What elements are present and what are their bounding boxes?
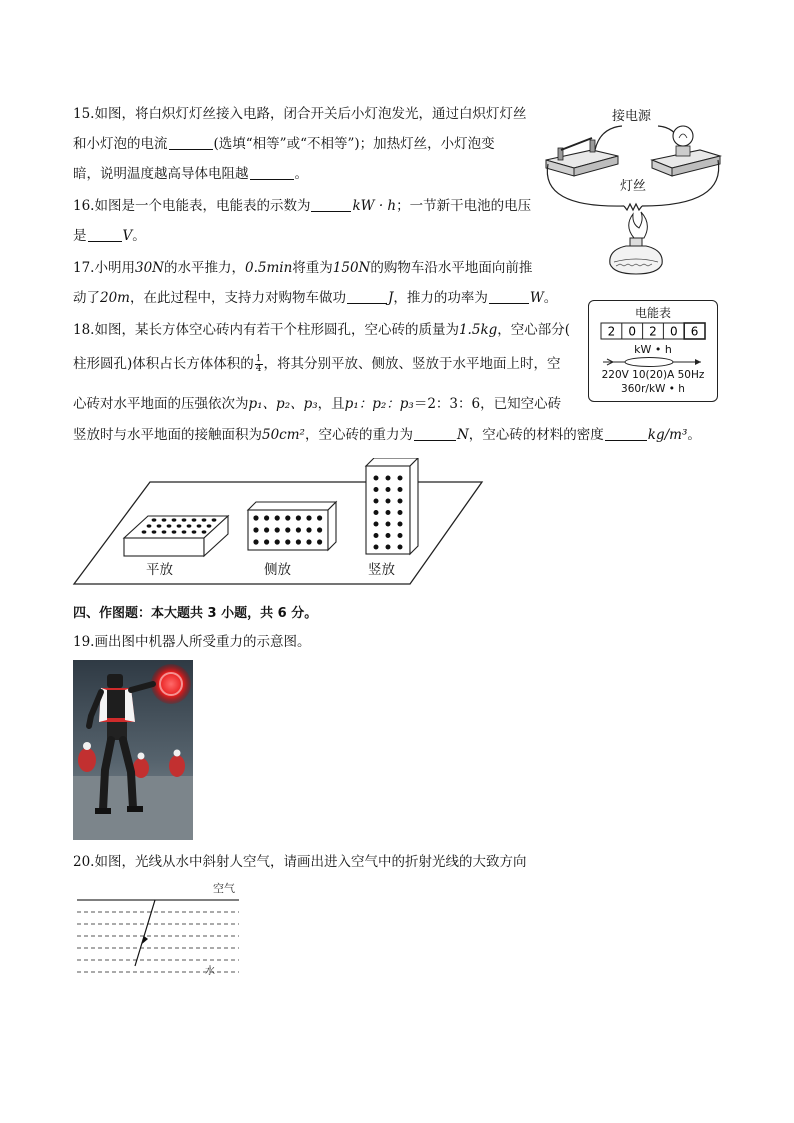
- brick-hole: [275, 527, 280, 532]
- brick-hole: [152, 530, 157, 533]
- brick-side: [248, 502, 336, 550]
- q16-answer-blank-2[interactable]: [88, 227, 122, 242]
- q15-answer-blank-1[interactable]: [169, 135, 213, 150]
- meter-digit: 0: [669, 324, 678, 339]
- q15-answer-blank-2[interactable]: [250, 165, 294, 180]
- brick-hole: [386, 476, 391, 481]
- brick-hole: [374, 487, 379, 492]
- brick-hole: [182, 530, 187, 533]
- water-label: 水: [205, 966, 215, 977]
- brick-hole: [162, 518, 167, 521]
- brick-hole: [264, 539, 269, 544]
- q17-answer-blank-2[interactable]: [489, 289, 529, 304]
- brick-hole: [152, 518, 157, 521]
- brick-hole: [202, 518, 207, 521]
- brick-hole: [177, 524, 182, 527]
- bricks-figure: [70, 458, 490, 588]
- brick-hole: [157, 524, 162, 527]
- q18-line3: 心砖对水平地面的压强依次为p₁、p₂、p₃，且p₁：p₂：p₃＝2：3：6，已知空心砖: [73, 396, 562, 412]
- brick-hole: [374, 522, 379, 527]
- brick-hole: [285, 539, 290, 544]
- bulb-icon: [673, 126, 693, 146]
- meter-title: 电能表: [634, 306, 672, 320]
- q16-answer-blank-1[interactable]: [311, 197, 351, 212]
- meter-unit: kW • h: [634, 343, 672, 356]
- label-upright: 竖放: [368, 562, 395, 578]
- switch-lever: [561, 138, 592, 150]
- brick-hole: [275, 515, 280, 520]
- brick-hole: [296, 527, 301, 532]
- brick-hole: [398, 487, 403, 492]
- brick-hole: [374, 476, 379, 481]
- label-flat: 平放: [146, 562, 173, 578]
- brick-hole: [192, 530, 197, 533]
- filament-label: 灯丝: [620, 179, 647, 194]
- q19-text: 19.画出图中机器人所受重力的示意图。: [73, 634, 311, 650]
- meter-disc-icon: [625, 358, 673, 367]
- water-lines: [77, 912, 239, 972]
- flame-icon: [629, 212, 648, 238]
- brick-hole: [253, 539, 258, 544]
- brick-hole: [167, 524, 172, 527]
- meter-digit: 0: [628, 324, 637, 339]
- meter-spec-1: 220V 10(20)A 50Hz: [601, 369, 705, 381]
- brick-hole: [317, 539, 322, 544]
- brick-hole: [182, 518, 187, 521]
- q15-line1: 15.如图，将白炽灯灯丝接入电路，闭合开关后小灯泡发光，通过白炽灯灯丝: [73, 106, 527, 122]
- brick-hole: [398, 476, 403, 481]
- filament-icon: [624, 204, 642, 210]
- brick-hole: [386, 545, 391, 550]
- brick-hole: [374, 533, 379, 538]
- brick-hole: [192, 518, 197, 521]
- meter-digit: 2: [649, 324, 657, 339]
- brick-hole: [253, 527, 258, 532]
- power-label: 接电源: [612, 109, 652, 124]
- q16-line1: 16.如图是一个电能表，电能表的示数为 kW · h；一节新干电池的电压: [73, 198, 532, 214]
- brick-upright: [366, 458, 418, 554]
- brick-hole: [398, 499, 403, 504]
- brick-hole: [398, 510, 403, 515]
- brick-hole: [296, 539, 301, 544]
- q18-answer-blank-2[interactable]: [605, 426, 647, 441]
- brick-hole: [142, 530, 147, 533]
- brick-hole: [374, 499, 379, 504]
- brick-hole: [187, 524, 192, 527]
- q18-line1: 18.如图，某长方体空心砖内有若干个柱形圆孔，空心砖的质量为1.5kg，空心部分(: [73, 322, 571, 338]
- brick-hole: [162, 530, 167, 533]
- q15-line2: 和小灯泡的电流 (选填“相等”或“不相等”)；加热灯丝，小灯泡变: [73, 136, 495, 152]
- meter-digit: 2: [607, 324, 616, 339]
- q18-answer-blank-1[interactable]: [414, 426, 456, 441]
- volume-fraction: $\frac{1}{4}$: [255, 354, 262, 374]
- brick-hole: [202, 530, 207, 533]
- brick-hole: [147, 524, 152, 527]
- brick-hole: [285, 527, 290, 532]
- filament-circuit-figure: [540, 98, 730, 280]
- brick-hole: [306, 527, 311, 532]
- brick-hole: [306, 539, 311, 544]
- brick-hole: [374, 510, 379, 515]
- label-side: 侧放: [264, 562, 291, 578]
- refraction-figure: [73, 880, 243, 980]
- brick-hole: [212, 518, 217, 521]
- brick-hole: [374, 545, 379, 550]
- brick-hole: [398, 522, 403, 527]
- brick-hole: [253, 515, 258, 520]
- brick-hole: [317, 515, 322, 520]
- q17-answer-blank-1[interactable]: [347, 289, 387, 304]
- brick-hole: [386, 510, 391, 515]
- q15-line3: 暗，说明温度越高导体电阻越 。: [73, 166, 308, 182]
- brick-hole: [172, 530, 177, 533]
- brick-hole: [398, 533, 403, 538]
- brick-hole: [207, 524, 212, 527]
- alcohol-lamp-icon: [610, 246, 662, 274]
- brick-hole: [317, 527, 322, 532]
- brick-hole: [398, 545, 403, 550]
- q18-line2: 柱形圆孔)体积占长方体体积的 $\frac{1}{4}$ ，将其分别平放、侧放、竖放于水平地面上时，空: [73, 354, 561, 374]
- meter-spec-2: 360r/kW • h: [621, 383, 685, 395]
- brick-hole: [386, 533, 391, 538]
- q16-line2: 是 V。: [73, 228, 146, 244]
- robot-photo: [73, 660, 193, 840]
- q17-line1: 17.小明用30N的水平推力，0.5min将重为150N的购物车沿水平地面向前推: [73, 260, 533, 276]
- brick-hole: [386, 522, 391, 527]
- section-title: 四、作图题：本大题共 3 小题，共 6 分。: [73, 606, 318, 621]
- q17-line2: 动了20m，在此过程中，支持力对购物车做功 J，推力的功率为 W。: [73, 290, 558, 306]
- q18-line4: 竖放时与水平地面的接触面积为50cm²，空心砖的重力为 N，空心砖的材料的密度 kg/m³。: [73, 427, 701, 443]
- electricity-meter: [588, 300, 718, 402]
- brick-hole: [264, 527, 269, 532]
- brick-hole: [296, 515, 301, 520]
- meter-digit: 6: [690, 324, 699, 339]
- brick-hole: [285, 515, 290, 520]
- brick-flat: [124, 516, 228, 556]
- air-label: 空气: [213, 882, 235, 895]
- brick-hole: [172, 518, 177, 521]
- brick-hole: [264, 515, 269, 520]
- brick-hole: [386, 499, 391, 504]
- brick-hole: [306, 515, 311, 520]
- red-handkerchief: [151, 664, 191, 704]
- brick-hole: [386, 487, 391, 492]
- q20-text: 20.如图，光线从水中斜射人空气，请画出进入空气中的折射光线的大致方向: [73, 854, 527, 870]
- incident-ray: [135, 900, 155, 966]
- brick-hole: [197, 524, 202, 527]
- brick-hole: [275, 539, 280, 544]
